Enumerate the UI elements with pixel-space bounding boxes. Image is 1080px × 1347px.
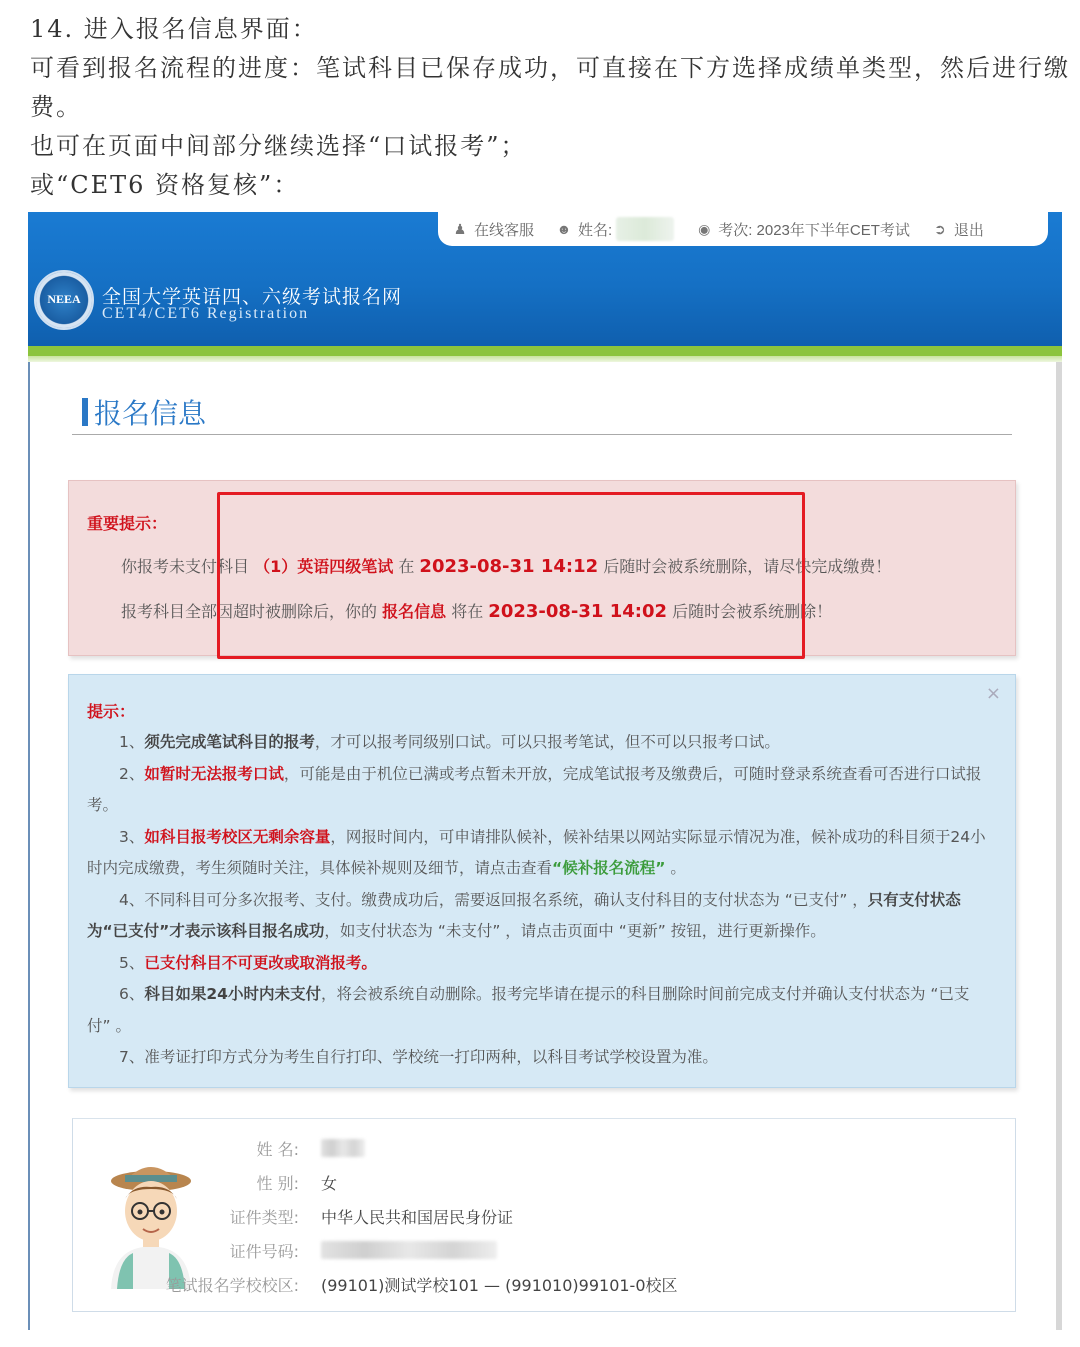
intro-line: 或“CET6 资格复核”：: [30, 171, 300, 199]
neea-logo: [34, 270, 94, 330]
tips-panel: [68, 674, 1016, 1088]
intro-line: 可看到报名流程的进度：笔试科目已保存成功，可直接在下方选择成绩单类型，然后进行缴: [30, 54, 1070, 82]
notice-text: 在: [393, 557, 420, 576]
logout-link[interactable]: [932, 219, 984, 240]
notice-text: 报考科目全部因超时被删除后，你的: [121, 602, 383, 621]
idnum-field-label: 证件号码:: [229, 1242, 299, 1261]
site-header: [28, 212, 1062, 346]
online-service-link[interactable]: [452, 219, 534, 240]
page-title: [82, 392, 206, 432]
site-title: 全国大学英语四、六级考试报名网: [102, 287, 403, 308]
idtype-value: 中华人民共和国居民身份证: [321, 1208, 514, 1227]
tip-item: 4、不同科目可分多次报考、支付。缴费成功后，需要返回报名系统，确认支付科目的支付状态为 “已支付” ，只有支付状态为“已支付”才表示该科目报名成功，如支付状态为 “未支付” ，请点击页面中 “更新” 按钮，进行更新操作。: [87, 890, 961, 940]
name-redacted: [616, 217, 674, 241]
header-stripe-fade: [28, 356, 1062, 362]
info-delete-time: 2023-08-31 14:02: [488, 601, 667, 622]
tip-item: 1、须先完成笔试科目的报考，才可以报考同级别口试。可以只报考笔试，但不可以只报考口试。: [119, 733, 780, 751]
user-icon: ☻: [556, 221, 572, 237]
customer-service-icon: ♟: [453, 221, 467, 237]
user-name-display: [556, 217, 674, 241]
school-value: (99101)测试学校101 — (991010)99101-0校区: [321, 1276, 678, 1295]
title-bar-icon: [82, 398, 88, 426]
notice-text: 将在: [446, 602, 489, 621]
idtype-field-label: 证件类型:: [229, 1208, 299, 1227]
frame-border-left: [28, 352, 30, 1330]
tips-body: [87, 727, 987, 1074]
logout-icon: ➲: [934, 221, 946, 237]
frame-border-right: [1056, 352, 1062, 1330]
header-stripe: [28, 346, 1062, 356]
gender-value: 女: [321, 1174, 338, 1193]
name-label: 姓名:: [578, 221, 613, 239]
logo-text: NEEA: [47, 292, 81, 306]
gender-field-label: 性 别:: [256, 1174, 299, 1193]
close-icon[interactable]: ×: [985, 683, 1001, 704]
tip-item: 3、如科目报考校区无剩余容量，网报时间内，可申请排队候补，候补结果以网站实际显示情况为准，候补成功的科目须于24小时内完成缴费，考生须随时关注，具体候补规则及细节，请点击查看“候补报名流程” 。: [87, 827, 986, 877]
subject-delete-time: 2023-08-31 14:12: [419, 556, 599, 577]
idnum-value-redacted: [321, 1239, 497, 1259]
tip-item: 6、科目如果24小时内未支付，将会被系统自动删除。报考完毕请在提示的科目删除时间前完成支付并确认支付状态为 “已支付” 。: [87, 985, 970, 1035]
name-field-label: 姓 名:: [256, 1140, 299, 1159]
logout-label: 退出: [953, 221, 984, 239]
exam-icon: ◉: [698, 221, 711, 237]
online-service-label: 在线客服: [474, 221, 535, 239]
unpaid-subject: （1）英语四级笔试: [254, 557, 394, 576]
waitlist-process-link[interactable]: “候补报名流程”: [552, 859, 666, 877]
notice-heading: 重要提示：: [87, 514, 168, 533]
registration-info-label: 报名信息: [382, 602, 447, 621]
tip-item: 7、准考证打印方式分为考生自行打印、学校统一打印两种，以科目考试学校设置为准。: [119, 1048, 718, 1066]
notice-text: 后随时会被系统删除，请尽快完成缴费！: [598, 557, 892, 576]
site-subtitle: CET4/CET6 Registration: [102, 305, 310, 322]
intro-line: 也可在页面中间部分继续选择“口试报考”；: [30, 132, 527, 160]
tips-heading: 提示：: [87, 702, 136, 721]
notice-text: 后随时会被系统删除！: [667, 602, 833, 621]
tip-item: 2、如暂时无法报考口试，可能是由于机位已满或考点暂未开放，完成笔试报考及缴费后，可随时登录系统查看可否进行口试报考。: [87, 764, 982, 814]
notice-text: 你报考未支付科目: [121, 557, 255, 576]
registration-screenshot: [28, 212, 1062, 1330]
exam-session-label: 考次: 2023年下半年CET考试: [718, 221, 910, 239]
title-divider: [72, 434, 1012, 435]
intro-line: 14. 进入报名信息界面：: [30, 15, 318, 43]
highlight-annotation-box: [217, 492, 805, 659]
name-value-redacted: [321, 1137, 365, 1157]
top-user-bar: [438, 212, 1048, 246]
tip-item: 5、已支付科目不可更改或取消报考。: [119, 953, 377, 972]
candidate-info-card: [72, 1118, 1016, 1312]
intro-text: [30, 10, 1070, 205]
school-field-label: 笔试报名学校校区:: [165, 1276, 299, 1295]
page-title-text: 报名信息: [94, 398, 207, 429]
intro-line: 费。: [30, 93, 82, 121]
exam-session-display: [696, 219, 910, 240]
